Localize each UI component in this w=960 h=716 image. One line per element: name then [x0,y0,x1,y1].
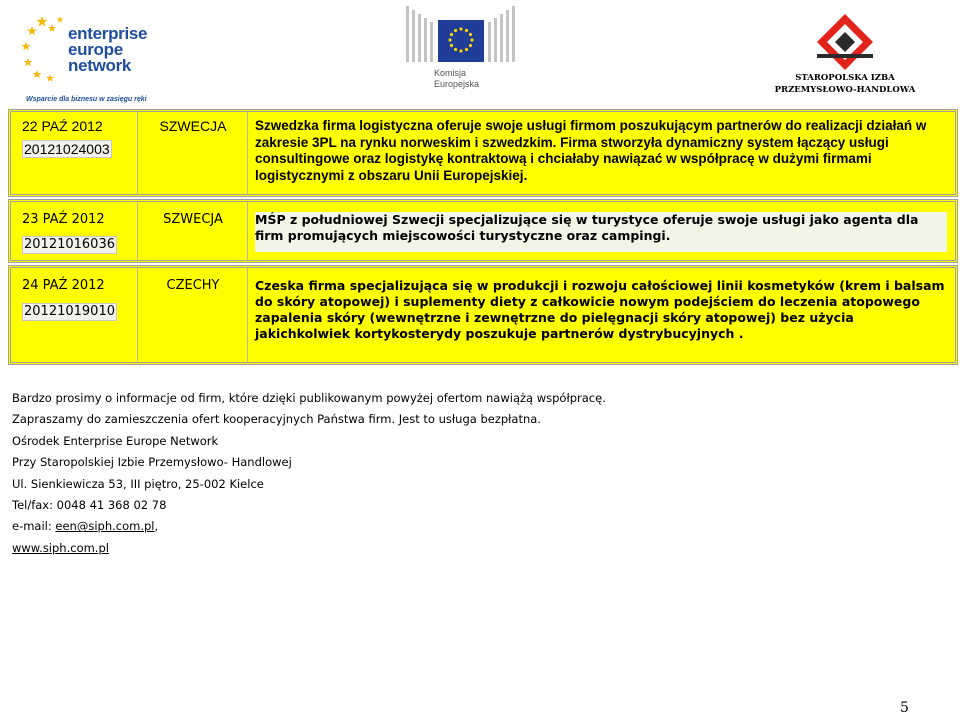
european-commission-logo [402,0,522,100]
een-wordmark: enterprise europe network [68,24,148,75]
offer-row [8,109,958,197]
eu-flag-building-icon [402,0,522,66]
page-number: 5 [900,700,909,716]
offer-country: CZECHY [166,278,220,293]
email-link[interactable]: een@siph.com.pl [55,519,155,534]
een-centre-name: Ośrodek Enterprise Europe Network [12,433,219,448]
offer-country: SZWECJA [163,212,223,227]
offer-row [8,199,958,263]
offer-date: 22 PAŹ 2012 [22,118,103,134]
offers-table [8,109,958,367]
chamber-name: Przy Staropolskiej Izbie Przemysłowo- Handlowej [12,455,292,470]
email-suffix: , [154,519,159,534]
offer-description: Szwedzka firma logistyczna oferuje swoje usługi firmom poszukującym partnerów do realizacji działań w zakresie 3PL na rynku norweskim i szwedzkim. Firma stworzyła dynamiczny system łączący usługi consultingowe oraz logistykę kontraktową i chciałaby nawiązać w współpracę w dużymi firmami logistycznymi z obszaru Unii Europejskiej. [255,118,927,183]
siph-logo [770,14,920,98]
offer-description: Czeska firma specjalizująca się w produkcji i rozwoju całościowej linii kosmetyków (krem i balsam do skóry atopowej) i suplementy diety z całkowicie nowym podejściem do leczenia atopowego zapalenia skóry (wewnętrzne i zewnętrzne do pielęgnacji skóry atopowej) bez użycia jakichkolwiek kortykosterydy poszukuje partnerów dystrybucyjnych . [255,278,945,341]
contact-block [12,388,606,559]
invitation-text: Zapraszamy do zamieszczenia ofert kooperacyjnych Państwa firm. Jest to usługa bezpłatna. [12,412,541,427]
email-label: e-mail: [12,519,56,534]
website-line [12,538,606,559]
phone-fax: Tel/fax: 0048 41 368 02 78 [12,498,167,513]
enterprise-europe-network-logo [22,10,148,106]
offer-date: 24 PAŹ 2012 [22,278,105,293]
website-link[interactable]: www.siph.com.pl [12,540,109,555]
ec-wordmark: Komisja Europejska [434,68,480,89]
offer-country: SZWECJA [159,118,227,134]
offer-ref-id: 20121019010 [24,304,115,319]
offer-row [8,265,958,365]
cooperation-request-text: Bardzo prosimy o informacje od firm, które dzięki publikowanym powyżej ofertom nawiążą współpracę. [12,391,606,405]
een-tagline: Wsparcie dla biznesu w zasięgu ręki [26,96,147,103]
offer-date: 23 PAŹ 2012 [22,212,105,227]
email-line [12,516,606,537]
siph-emblem-icon [815,14,875,70]
offer-description: MŚP z południowej Szwecji specjalizujące się w turystyce oferuje swoje usługi jako agenta dla firm promujących miejscowości turystyczne oraz campingi. [255,212,947,252]
siph-wordmark: STAROPOLSKA IZBA PRZEMYSŁOWO-HANDLOWA [774,73,916,95]
offer-ref-id: 20121024003 [24,141,110,157]
offer-ref-id: 20121016036 [24,237,115,252]
address: Ul. Sienkiewicza 53, III piętro, 25-002 Kielce [12,476,264,491]
